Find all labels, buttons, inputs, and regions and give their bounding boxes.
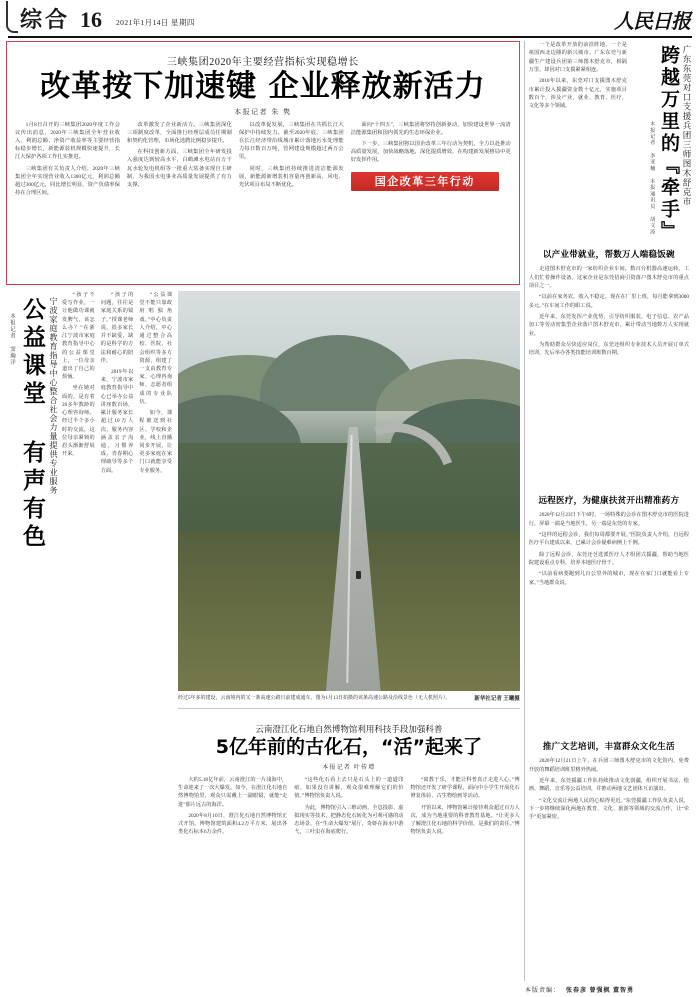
left-col-2: [101, 291, 134, 981]
center-feature-article: [172, 291, 520, 981]
paragraph: “寓教于乐，才能让科普真正走进人心。”博物馆还开发了研学课程，面向中小学生开展化石修复体验、古生物绘画等活动。: [410, 776, 520, 800]
bracket-ornament-icon: [6, 1, 18, 33]
paragraph: 三峡集团有关负责人介绍，2020年三峡集团全年实现营业收入1300亿元，利润总额超过300亿元，同比增长明显，资产负债率保持在合理区间。: [15, 165, 120, 197]
side-section-3: [529, 735, 692, 981]
paragraph: 为此，博物馆引入三维动画、全息投影、虚拟现实等技术，把静态化石转化为可观可感的动态场景。在“生命大爆发”展厅，奇虾在海水中游弋，三叶虫在海底爬行。: [294, 804, 404, 836]
paragraph: 坐在她对面的，是有着20多年教龄的心理咨询师。经过半个多小时的交流，这位母亲紧锁的眉头渐渐舒展开来。: [62, 385, 95, 458]
paragraph: 2020年12月21日上午，在兵团三师图木舒克市的文化馆内，免费开放的舞蹈培训班里格外热闹。: [528, 758, 689, 773]
paragraph: “这些化石看上去只是石头上的一道道印痕，如果没有讲解，观众很难理解它们的价值。”博物馆负责人说。: [294, 776, 404, 800]
paragraph: 2010年以来，东莞对口支援图木舒克市累计投入援疆资金数十亿元，实施项目数百个，涉及产业、就业、教育、医疗、文化等多个领域。: [528, 78, 627, 110]
paragraph: “公益课堂不能只靠政府唱独角戏。”中心负责人介绍，中心通过整合高校、医院、社会组织等多方资源，组建了一支由教育专家、心理咨询师、志愿者组成的专业队伍。: [139, 292, 173, 405]
masthead-left: [6, 3, 195, 34]
center-feature-body: [178, 776, 520, 981]
paragraph: 在科技创新方面，三峡集团全年研发投入强度达到较高水平，白鹤滩水电站百万千瓦水轮发电机组等一批重大装备实现自主研制，为我国水电事业高质量发展提供了有力支撑。: [126, 149, 232, 189]
side-feature-title: 跨越万里的『牵手』: [657, 45, 680, 243]
paragraph: 为帮助群众尽快适应岗位，东莞还组织专业技术人员开展订单式培训，先后举办各类技能培训班数百期。: [528, 341, 689, 357]
photo-vehicle: [356, 571, 361, 579]
lead-col-3: [239, 121, 344, 201]
left-feature-head: [6, 291, 60, 981]
center-col-2: [294, 776, 403, 981]
paragraph: “以前看病要跑到几百公里外的城市，现在在家门口就能看上专家。”当地群众说。: [528, 571, 689, 586]
paragraph: 面向“十四五”，三峡集团将坚持创新驱动，加快建设世界一流清洁能源集团和国内领先的生态环保企业。: [350, 121, 511, 136]
section-name: 综合: [20, 7, 71, 33]
paragraph: 2020年12月23日下午6时，一场特殊的会诊在图木舒克市的医院进行。屏幕一端是当地医生，另一端是东莞的专家。: [528, 512, 689, 527]
lead-col-4: [351, 121, 511, 201]
lead-col-1: [15, 121, 120, 201]
side-feature-top: [529, 41, 692, 243]
paragraph: 一个是改革开放的前沿阵地，一个是祖国西北边陲的新兴城市。广东东莞与新疆生产建设兵团第三师图木舒克市，相隔万里，却因对口支援紧紧相连。: [528, 42, 627, 73]
left-feature-title: 公益课堂 有声有色: [19, 297, 46, 552]
divider: [178, 708, 520, 709]
column-divider: [524, 41, 525, 981]
center-col-1: [178, 776, 287, 981]
lead-body: [15, 121, 511, 201]
lead-article: [6, 41, 520, 285]
side-feature-byline: 本报记者 李亚楠 本报通讯员 胡文涛: [649, 121, 656, 235]
paragraph: 以改革促发展，三峡集团在共抓长江大保护中持续发力。截至2020年底，三峡集团在长江经济带沿线城市累计落地污水处理能力每日数百万吨，管网建设规模超过两万公里。: [238, 121, 344, 161]
paragraph: 如今，课程被送到社区、学校和企业，线上直播同步开展，让更多家庭在家门口就能享受专业服务。: [139, 410, 173, 474]
center-feature-kicker: 云南澄江化石地自然博物馆利用科技手段加强科普: [255, 724, 443, 735]
paragraph: 开馆以来，博物馆累计接待观众超过百万人次，成为当地重要的科普教育基地。“让更多人了解澄江化石地的科学价值，是我们的责任。”博物馆负责人说。: [410, 804, 520, 836]
side-subheading: 远程医疗，为健康扶贫开出精准药方: [538, 496, 680, 506]
paragraph: 改革激发了企业新活力。三峡集团深化三项制度改革，全面推行经理层成员任期制和契约化管理，市场化选聘比例稳步提升。: [126, 121, 232, 144]
page-columns: [6, 41, 694, 981]
lead-kicker: 三峡集团2020年主要经营指标实现稳增长: [166, 57, 359, 68]
side-feature-kicker: 广东东莞对口支援兵团三师图木舒克市: [682, 45, 692, 207]
paragraph: “文化交流让两地人民的心贴得更近。”东莞援疆工作队负责人说，下一步将继续深化两地在教育、文化、旅游等领域的交流合作，让“牵手”更加紧密。: [528, 797, 689, 821]
left-feature-byline: 本报记者 窦瀚洋: [9, 313, 15, 366]
main-column: [6, 41, 520, 981]
center-col-3: [411, 776, 520, 981]
side-feature-body: [529, 41, 694, 981]
paragraph: “孩子不爱写作业，一让他做功课就发脾气，该怎么办？”在浙江宁波市家庭教育指导中心的公益课堂上，一位母亲道出了自己的烦恼。: [62, 292, 95, 381]
mid-section: [6, 291, 520, 981]
side-subheading: 推广文艺培训，丰富群众文化生活: [542, 742, 675, 752]
lead-col-2: [127, 121, 232, 201]
left-col-1: [62, 291, 95, 981]
side-intro: [529, 41, 630, 243]
masthead: [6, 0, 694, 34]
photo-caption: [178, 695, 520, 704]
paragraph: 2019年以来，宁波市家庭教育指导中心已举办公益讲座数百场，累计服务家长超过10万人次，服务内容涵盖亲子沟通、习惯养成、青春期心理疏导等多个方面。: [100, 368, 134, 474]
paragraph: 大约5.18亿年前，云南澄江的一片浅海中，生命迎来了一次大爆发。如今，在澄江化石地自然博物馆里，观众只需戴上一副眼镜，就能“走进”那片远古的海洋。: [178, 776, 288, 808]
paragraph: 下一步，三峡集团将以国企改革三年行动为契机，全力以赴推动高质量发展，加快战略落地，深化提质增效，在构建新发展格局中更好发挥作用。: [350, 141, 511, 164]
paragraph: 同时，三峡集团持续推进清洁能源发展，新能源新增装机容量再创新高，风电、光伏项目布局不断优化。: [238, 165, 344, 189]
left-col-3: [139, 291, 172, 981]
paragraph: 2020年8月10日，澄江化石地自然博物馆正式开馆。博物馆建筑面积4.2万平方米，展出各类化石标本6万余件。: [178, 812, 288, 836]
footer-editors: 张春彦 曾强枫 董智勇: [565, 987, 634, 994]
left-feature-kicker: 宁波家庭教育指导中心整合社会力量提供专业服务: [49, 297, 59, 495]
center-feature-byline: 本报记者 叶传增: [322, 764, 376, 771]
paragraph: 近年来，东莞援疆工作队持续推动文化润疆，组织开展书法、绘画、舞蹈、音乐等公益培训，并推动两地文艺团体互访演出。: [528, 778, 689, 793]
masthead-right: [614, 5, 694, 34]
paragraph: “这样的远程会诊，我们每周都要开展。”医院负责人介绍，自远程医疗平台建成以来，已累计会诊疑难病例上千例。: [528, 532, 689, 547]
paragraph: 1月8日召开的三峡集团2020年度工作会议传出消息，2020年三峡集团全年营业收入、利润总额、净资产收益率等主要经营指标稳步增长，新能源装机规模快速提升，长江大保护各项工作扎实推进。: [15, 121, 120, 161]
publication-logo: 人民日报: [614, 9, 690, 33]
page-number: 16: [80, 7, 103, 32]
campaign-banner: 国企改革三年行动: [351, 172, 499, 191]
lead-byline: 本报记者 朱 隽: [234, 107, 292, 116]
banner-wrap: [351, 168, 511, 191]
lead-headline: 改革按下加速键 企业释放新活力: [40, 69, 486, 104]
news-photo: [178, 291, 520, 691]
side-section-2: [529, 489, 692, 735]
publication-date: 2021年1月14日 星期四: [116, 18, 195, 27]
left-feature-body: [60, 291, 172, 981]
side-feature-head: [630, 41, 692, 243]
paragraph: “以前在家务农，收入不稳定。现在在厂里上班，每月能拿到3000多元。”在车间工作的职工说。: [528, 294, 689, 309]
left-feature-article: [6, 291, 172, 981]
paragraph: 除了远程会诊，东莞还선选派医疗人才组团式援疆，帮助当地医院建设重点专科，培养本地医疗骨干。: [528, 551, 689, 567]
photo-credit: 新华社记者 王曦摄: [474, 696, 520, 702]
paragraph: 走进图木舒克市的一家纺织企业车间，数百台机器高速运转，工人们忙着操作设备。这家企业是东莞招商引资落户图木舒克市的重点项目之一。: [528, 266, 689, 290]
side-feature-article: [529, 41, 694, 981]
footer-label: 本版责编：: [524, 987, 560, 994]
paragraph: 近年来，东莞发挥产业优势，引导纺织服装、电子信息、农产品加工等劳动密集型企业落户图木舒克市，累计带动当地数万人实现就业。: [528, 314, 689, 337]
center-feature-headline: 5亿年前的古化石，“活”起来了: [215, 736, 482, 759]
photo-caption-text: 经过5年多的建设，云南境内的又一条高速公路日前建成通车。图为1月13日拍摄的该条高速公路及沿线景色（无人机照片）。: [178, 696, 451, 701]
side-section-1: [529, 243, 692, 489]
side-subheading: 以产业带就业，帮数万人端稳饭碗: [542, 250, 675, 260]
paragraph: “孩子的问题，往往是家庭关系的镜子。”授课老师说，很多家长并不缺爱，缺的是科学的方法和耐心的陪伴。: [100, 292, 134, 364]
masthead-rule: [8, 36, 692, 38]
page-footer: [6, 981, 694, 997]
